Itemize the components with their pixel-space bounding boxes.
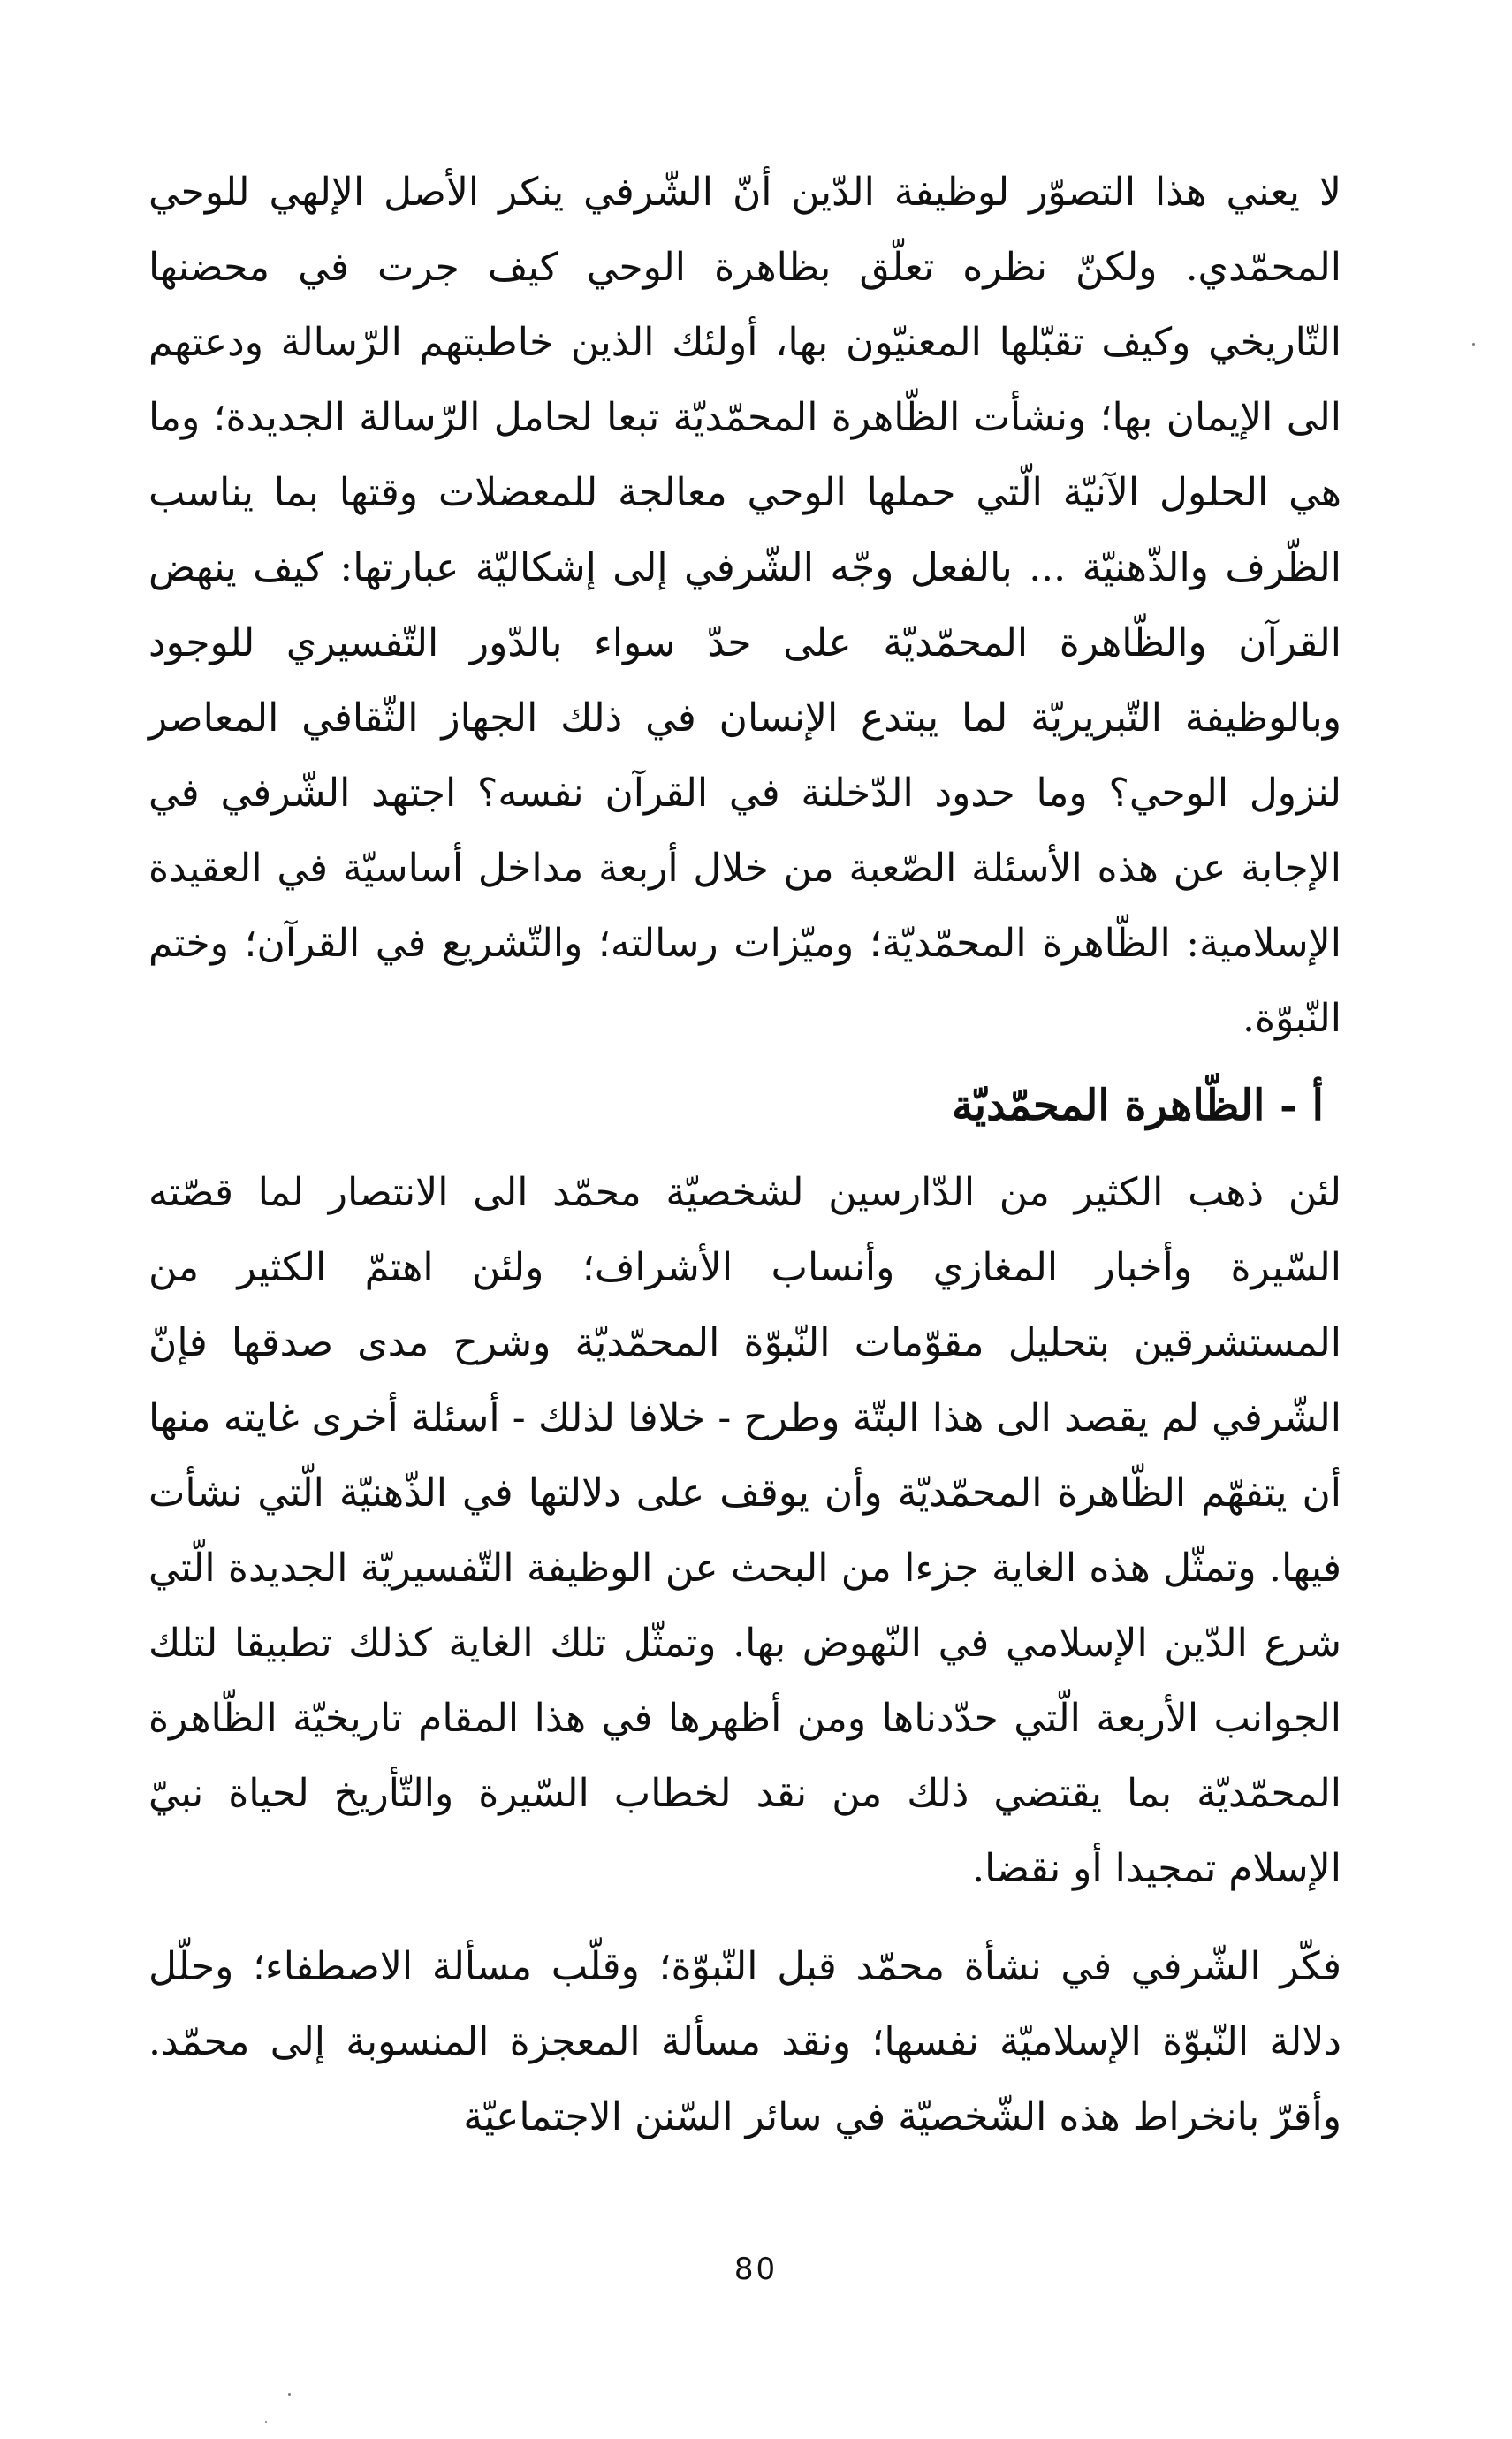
intro-paragraph: لا يعني هذا التصوّر لوظيفة الدّين أنّ الشّرفي ينكر الأصل الإلهي للوحي المحمّدي. ولكنّ نظره تعلّق بظاهرة الوحي كيف جرت في محضنها التّاريخي وكيف تقبّلها المعنيّون بها، أولئك الذين خاطبتهم الرّسالة ودعتهم الى الإيمان بها؛ ونشأت الظّاهرة المحمّديّة تبعا لحامل الرّسالة الجديدة؛ وما هي الحلول الآنيّة الّتي حملها الوحي معالجة للمعضلات وقتها بما يناسب الظّرف والذّهنيّة ... بالفعل وجّه الشّرفي إلى إشكاليّة عبارتها: كيف ينهض القرآن والظّاهرة المحمّديّة على حدّ سواء بالدّور التّفسيري للوجود وبالوظيفة التّبريريّة لما يبتدع الإنسان في ذلك الجهاز الثّقافي المعاصر لنزول الوحي؟ وما حدود الدّخلنة في القرآن نفسه؟ اجتهد الشّرفي في الإجابة عن هذه الأسئلة الصّعبة من خلال أربعة مداخل أساسيّة في العقيدة الإسلامية: الظّاهرة المحمّديّة؛ وميّزات رسالته؛ والتّشريع في القرآن؛ وختم النّبوّة. [148,170,1341,1041]
scan-speck [265,2421,267,2423]
section-paragraph-2: فكّر الشّرفي في نشأة محمّد قبل النّبوّة؛ وقلّب مسألة الاصطفاء؛ وحلّل دلالة النّبوّة الإسلاميّة نفسها؛ ونقد مسألة المعجزة المنسوبة إلى محمّد. وأقرّ بانخراط هذه الشّخصيّة في سائر السّنن الاجتماعيّة [148,1944,1341,2139]
scan-speck [1472,343,1475,346]
section-heading: أ - الظّاهرة المحمّديّة [951,1081,1324,1130]
body-text [148,155,1341,2154]
scan-speck [288,2393,291,2396]
page-number: 80 [733,2252,779,2287]
section-paragraph-1: لئن ذهب الكثير من الدّارسين لشخصيّة محمّد الى الانتصار لما قصّته السّيرة وأخبار المغازي وأنساب الأشراف؛ ولئن اهتمّ الكثير من المستشرقين بتحليل مقوّمات النّبوّة المحمّديّة وشرح مدى صدقها فإنّ الشّرفي لم يقصد الى هذا البتّة وطرح - خلافا لذلك - أسئلة أخرى غايته منها أن يتفهّم الظّاهرة المحمّديّة وأن يوقف على دلالتها في الذّهنيّة الّتي نشأت فيها. وتمثّل هذه الغاية جزءا من البحث عن الوظيفة التّفسيريّة الجديدة الّتي شرع الدّين الإسلامي في النّهوض بها. وتمثّل تلك الغاية كذلك تطبيقا لتلك الجوانب الأربعة الّتي حدّدناها ومن أظهرها في هذا المقام تاريخيّة الظّاهرة المحمّديّة بما يقتضي ذلك من نقد لخطاب السّيرة والتّأريخ لحياة نبيّ الإسلام تمجيدا أو نقضا. [148,1170,1342,1891]
